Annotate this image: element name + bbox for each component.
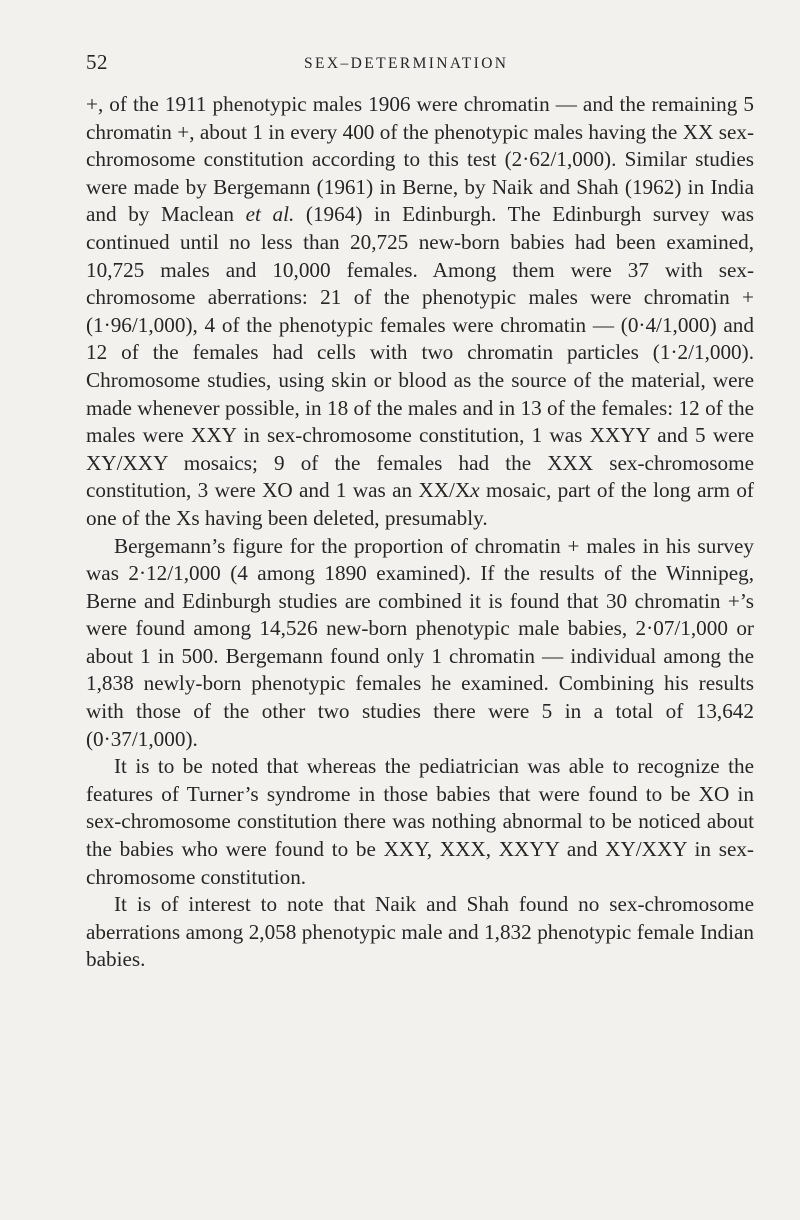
paragraph-1-text-c: mosaic, part of the long arm of one of the Xs having been deleted, presumably.	[86, 478, 754, 530]
running-head: SEX–DETERMINATION	[304, 55, 509, 72]
et-al-italic: et al.	[245, 202, 295, 227]
page-header	[86, 50, 764, 78]
paragraph-1-text-b: (1964) in Edinburgh. The Edinburgh survey was continued until no less than 20,725 new-born babies had been examined, 10,725 males and 10,000 females. Among them were 37 with sex-chromosome aberrations: 21 of the phenotypic males were chromatin + (1·96/1,000), 4 of the phenotypic females were chromatin — (0·4/1,000) and 12 of the females had cells with two chromatin particles (1·2/1,000). Chromosome studies, using skin or blood as the source of the material, were made whenever possible, in 18 of the males and in 13 of the females: 12 of the males were XXY in sex-chromosome constitution, 1 was XXYY and 5 were XY/XXY mosaics; 9 of the females had the XXX sex-chromosome constitution, 3 were XO and 1 was an XX/X	[86, 202, 754, 503]
body-text	[86, 91, 754, 974]
paragraph-3: It is to be noted that whereas the pediatrician was able to recognize the features of Turner’s syndrome in those babies that were found to be XO in sex-chromosome constitution there was nothing abnormal to be noticed about the babies who were found to be XXY, XXX, XXYY and XY/XXY in sex-chromosome constitution.	[86, 754, 754, 889]
page-number: 52	[86, 50, 108, 74]
paragraph-2: Bergemann’s figure for the proportion of chromatin + males in his survey was 2·12/1,000 (4 among 1890 examined). If the results of the Winnipeg, Berne and Edinburgh studies are combined it is found that 30 chromatin +’s were found among 14,526 new-born phenotypic male babies, 2·07/1,000 or about 1 in 500. Bergemann found only 1 chromatin — individual among the 1,838 newly-born phenotypic females he examined. Combining his results with those of the other two studies there were 5 in a total of 13,642 (0·37/1,000).	[86, 533, 754, 751]
italic-x: x	[470, 478, 480, 503]
paragraph-4: It is of interest to note that Naik and Shah found no sex-chromosome aberrations among 2,058 phenotypic male and 1,832 phenotypic female Indian babies.	[86, 892, 754, 972]
paragraph-1-text-a: +, of the 1911 phenotypic males 1906 were chromatin — and the remaining 5 chromatin +, about 1 in every 400 of the phenotypic males having the XX sex-chromosome constitution according to this test (2·62/1,000). Similar studies were made by Bergemann (1961) in Berne, by Naik and Shah (1962) in India and by Maclean	[86, 92, 754, 227]
paragraph-1	[86, 91, 754, 533]
